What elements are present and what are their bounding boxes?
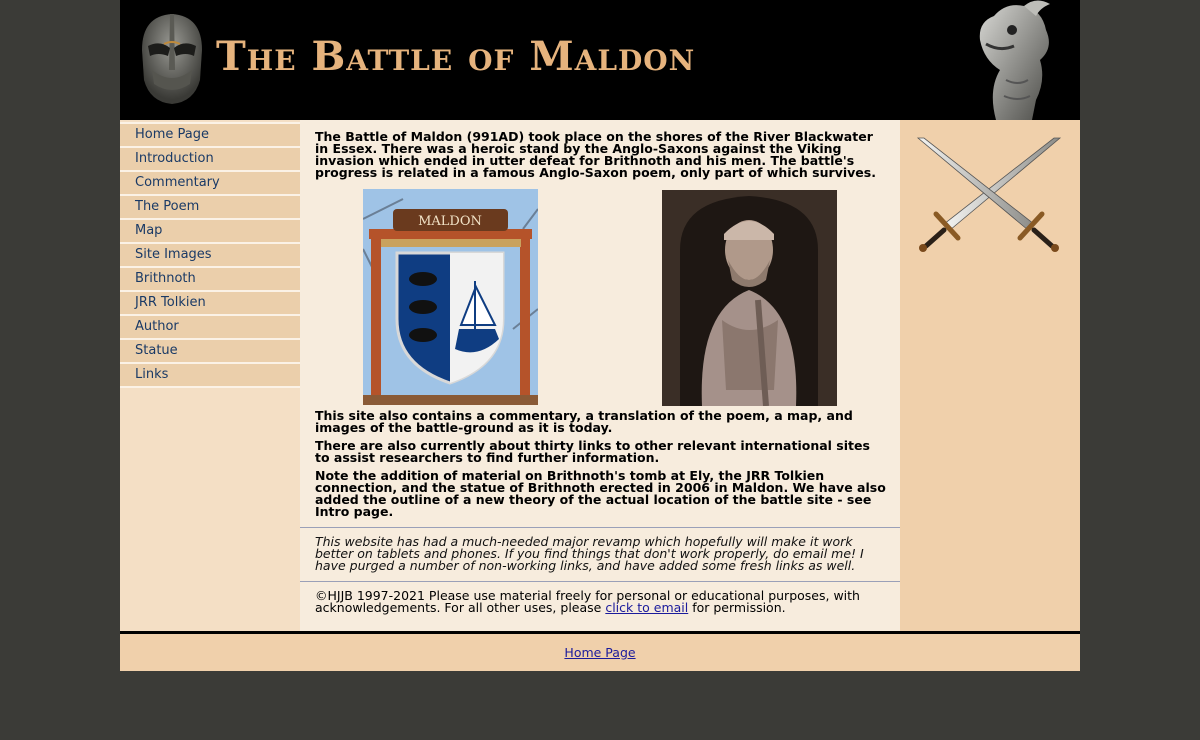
nav-item-links[interactable]: Links (120, 364, 300, 388)
divider (300, 527, 900, 528)
nav-item-jrr-tolkien[interactable]: JRR Tolkien (120, 292, 300, 316)
brithnoth-statue-image (662, 190, 837, 406)
helmet-icon (134, 10, 210, 106)
dragon-head-icon (966, 0, 1058, 120)
site-title: The Battle of Maldon (216, 33, 696, 80)
nav-item-statue[interactable]: Statue (120, 340, 300, 364)
maldon-town-sign-image (363, 189, 538, 405)
nav-item-author[interactable]: Author (120, 316, 300, 340)
site-contents-paragraph: This site also contains a commentary, a translation of the poem, a map, and images of the battle-ground as it is today. (315, 408, 853, 435)
footer (120, 634, 1080, 671)
sidebar (120, 120, 300, 631)
copyright-notice (315, 590, 890, 614)
nav-item-introduction[interactable]: Introduction (120, 148, 300, 172)
main-columns (120, 120, 1080, 631)
nav-item-home-page[interactable]: Home Page (120, 122, 300, 148)
right-panel (900, 120, 1080, 631)
sidebar-nav (120, 120, 300, 388)
sign-label: MALDON (418, 214, 482, 229)
crossed-swords-icon (914, 134, 1064, 252)
copyright-text-end: for permission. (688, 600, 786, 615)
site-header (120, 0, 1080, 120)
updates-paragraph: Note the addition of material on Brithnoth's tomb at Ely, the JRR Tolkien connection, and the statue of Brithnoth erected in 2006 in Maldon. We have also added the outline of a new theory of the actual location of the battle site - see Intro page. (315, 468, 886, 519)
copyright-text: ©HJJB 1997-2021 Please use material freely for personal or educational purposes, with acknowledgements. For all other uses, please (315, 588, 860, 615)
nav-item-commentary[interactable]: Commentary (120, 172, 300, 196)
links-paragraph: There are also currently about thirty links to other relevant international sites to assist researchers to find further information. (315, 438, 870, 465)
main-content (300, 120, 900, 631)
revamp-notice: This website has had a much-needed major revamp which hopefully will make it work better on tablets and phones. If you find things that don't work properly, do email me! I have purged a number of non-working links, and have added some fresh links as well. (315, 534, 864, 573)
nav-item-the-poem[interactable]: The Poem (120, 196, 300, 220)
nav-item-brithnoth[interactable]: Brithnoth (120, 268, 300, 292)
page (120, 0, 1080, 671)
nav-item-site-images[interactable]: Site Images (120, 244, 300, 268)
email-link[interactable]: click to email (605, 600, 689, 615)
divider (300, 581, 900, 582)
footer-home-link[interactable]: Home Page (564, 645, 636, 660)
nav-item-map[interactable]: Map (120, 220, 300, 244)
intro-paragraph: The Battle of Maldon (991AD) took place on the shores of the River Blackwater in Essex. There was a heroic stand by the Anglo-Saxons against the Viking invasion which ended in utter defeat for Brithnoth and his men. The battle's progress is related in a famous Anglo-Saxon poem, only part of which survives. (315, 129, 876, 180)
